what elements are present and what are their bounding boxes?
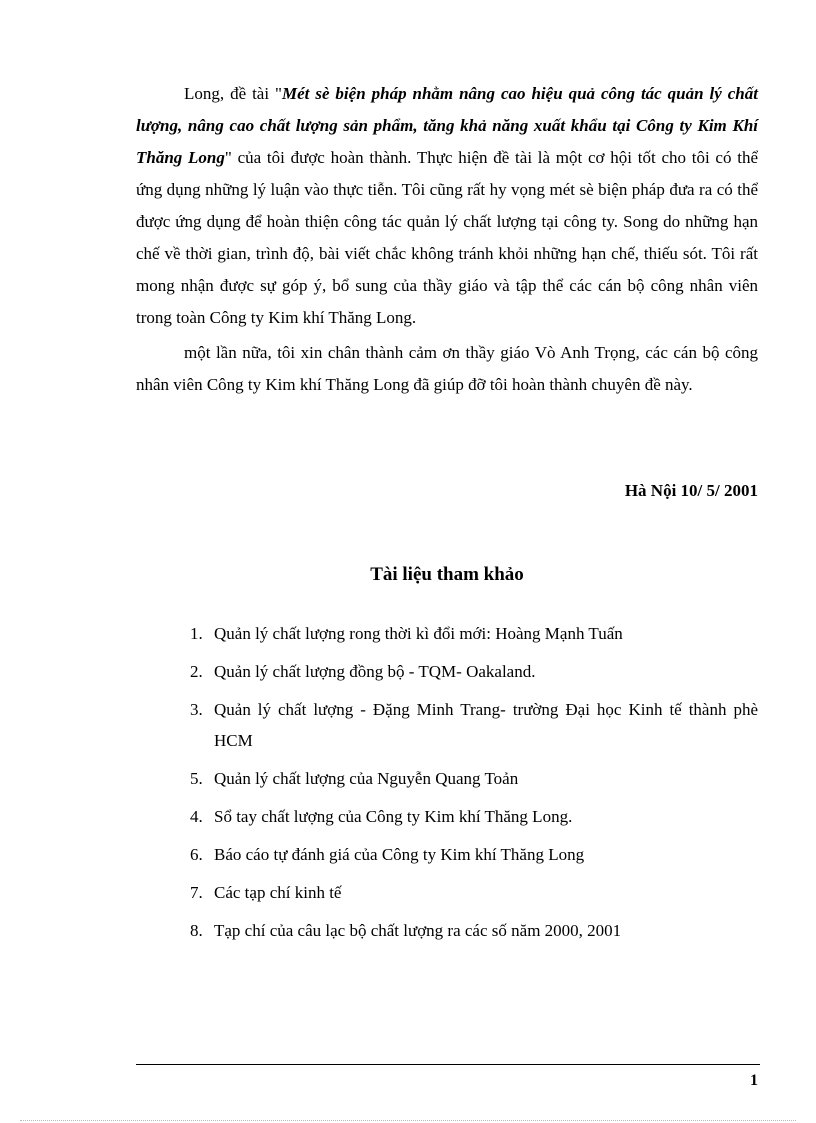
references-heading: Tài liệu tham khảo <box>370 564 524 585</box>
reference-text: Các tạp chí kinh tế <box>214 883 342 902</box>
reference-number: 3. <box>190 700 203 719</box>
reference-text: Quản lý chất lượng - Đặng Minh Trang- trường Đại học Kinh tế thành phè HCM <box>214 700 758 750</box>
reference-item <box>190 915 758 946</box>
paragraph-lead: Long, đề tài " <box>184 84 282 103</box>
reference-item <box>190 656 758 687</box>
reference-item <box>190 877 758 908</box>
reference-item <box>190 839 758 870</box>
page-bottom-dotted-edge <box>20 1120 796 1121</box>
page-number: 1 <box>750 1072 758 1089</box>
reference-number: 4. <box>190 807 203 826</box>
reference-text: Tạp chí của câu lạc bộ chất lượng ra các số năm 2000, 2001 <box>214 921 622 940</box>
date-line: Hà Nội 10/ 5/ 2001 <box>624 481 758 500</box>
thesis-title: Mét sè biện pháp nhằm nâng cao hiệu quả công tác quản lý chất lượng, nâng cao chất lượng sản phẩm, tăng khả năng xuất khẩu tại Công ty Kim Khí Thăng Long <box>136 84 758 167</box>
reference-text: Báo cáo tự đánh giá của Công ty Kim khí Thăng Long <box>214 845 585 864</box>
reference-number: 7. <box>190 883 203 902</box>
reference-number: 2. <box>190 662 203 681</box>
paragraph-rest: " của tôi được hoàn thành. Thực hiện đề tài là một cơ hội tốt cho tôi có thể ứng dụng những lý luận vào thực tiễn. Tôi cũng rất hy vọng mét sè biện pháp đưa ra có thể được ứng dụng để hoàn thiện công tác quản lý chất lượng tại công ty. Song do những hạn chế về thời gian, trình độ, bài viết chắc không tránh khỏi những hạn chế, thiếu sót. Tôi rất mong nhận được sự góp ý, bổ sung của thầy giáo và tập thể các cán bộ công nhân viên trong toàn Công ty Kim khí Thăng Long. <box>136 148 758 327</box>
reference-text: Quản lý chất lượng rong thời kì đổi mới: Hoàng Mạnh Tuấn <box>214 624 623 643</box>
reference-text: Quản lý chất lượng đồng bộ - TQM- Oakaland. <box>214 662 536 681</box>
reference-text: Sổ tay chất lượng của Công ty Kim khí Thăng Long. <box>214 807 573 826</box>
footer-divider <box>136 1064 760 1065</box>
reference-number: 6. <box>190 845 203 864</box>
references-list <box>190 618 758 953</box>
reference-item <box>190 694 758 756</box>
reference-number: 8. <box>190 921 203 940</box>
reference-item <box>190 618 758 649</box>
body-text <box>136 78 758 401</box>
reference-number: 1. <box>190 624 203 643</box>
reference-number: 5. <box>190 769 203 788</box>
paragraph-thanks: một lần nữa, tôi xin chân thành cảm ơn thầy giáo Vò Anh Trọng, các cán bộ công nhân viên Công ty Kim khí Thăng Long đã giúp đỡ tôi hoàn thành chuyên đề này. <box>136 343 758 394</box>
reference-item <box>190 801 758 832</box>
paragraph-conclusion <box>136 78 758 334</box>
reference-text: Quản lý chất lượng của Nguyễn Quang Toản <box>214 769 519 788</box>
reference-item <box>190 763 758 794</box>
